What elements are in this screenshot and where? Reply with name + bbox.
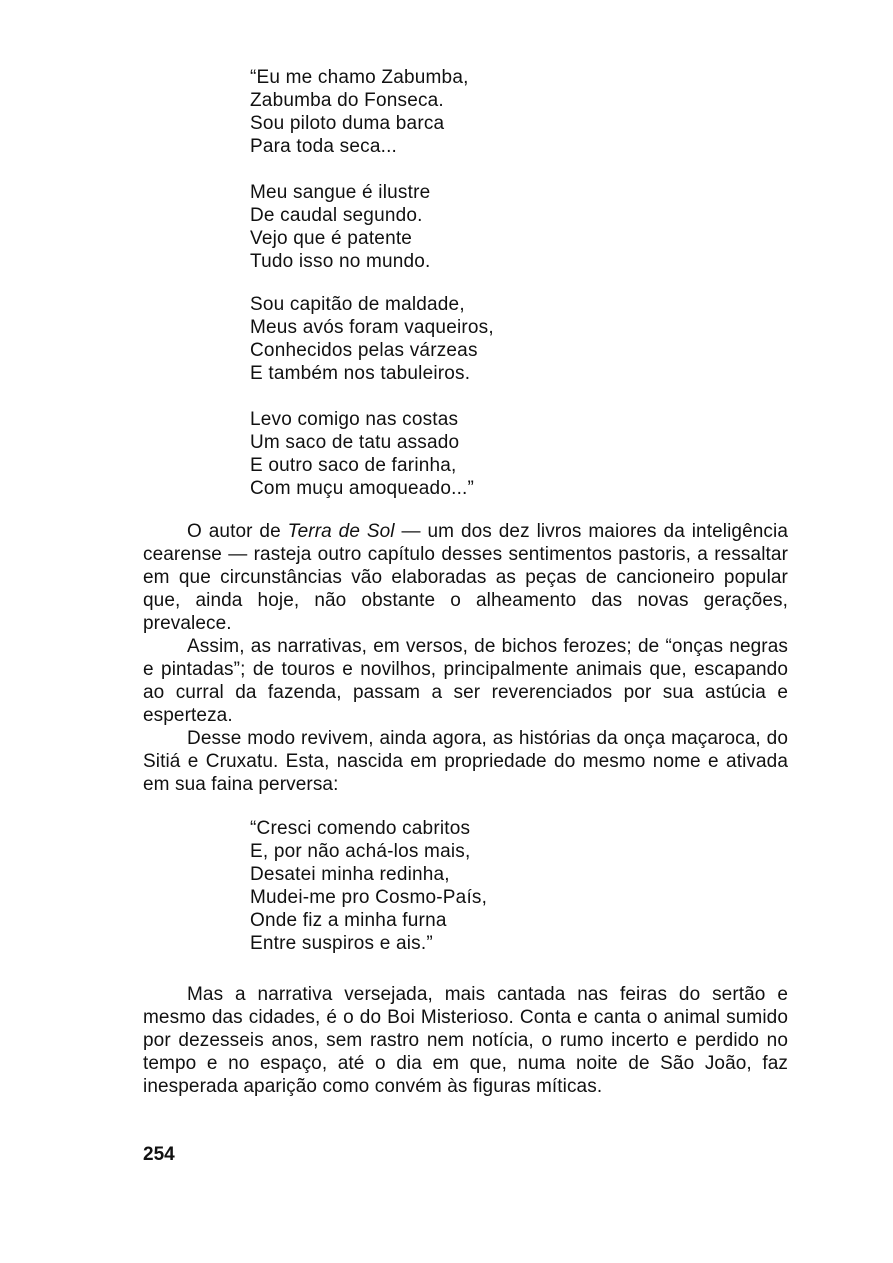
verse-line: Meus avós foram vaqueiros,: [250, 317, 494, 338]
poem-stanza-1: [250, 66, 670, 158]
verse-line: Onde fiz a minha furna: [250, 910, 447, 931]
paragraph-text: — um dos dez livros maiores da inteligência cearense — rasteja outro capítulo desses sentimentos pastoris, a ressaltar em que circunstâncias vão elaboradas as peças de cancioneiro popular que, ainda hoje, não obstante o alheamento das novas gerações, prevalece.: [143, 521, 788, 634]
verse-line: Entre suspiros e ais.”: [250, 933, 433, 954]
verse-line: “Eu me chamo Zabumba,: [250, 67, 469, 88]
paragraph: Assim, as narrativas, em versos, de bichos ferozes; de “onças negras e pintadas”; de touros e novilhos, principalmente animais que, escapando ao curral da fazenda, passam a ser reverenciados por sua astúcia e esperteza.: [143, 636, 788, 726]
verse-line: Um saco de tatu assado: [250, 432, 460, 453]
paragraph: Mas a narrativa versejada, mais cantada nas feiras do sertão e mesmo das cidades, é o do Boi Misterioso. Conta e canta o animal sumido por dezesseis anos, sem rastro nem notícia, o rumo incerto e perdido no tempo e no espaço, até o dia em que, numa noite de São João, faz inesperada aparição como convém às figuras míticas.: [143, 984, 788, 1097]
verse-line: Com muçu amoqueado...”: [250, 478, 475, 499]
verse-line: E, por não achá-los mais,: [250, 841, 471, 862]
paragraph: [143, 520, 788, 635]
verse-line: E também nos tabuleiros.: [250, 363, 471, 384]
verse-line: Vejo que é patente: [250, 228, 413, 249]
verse-line: Desatei minha redinha,: [250, 864, 450, 885]
verse-line: Zabumba do Fonseca.: [250, 90, 444, 111]
verse-line: Sou capitão de maldade,: [250, 294, 465, 315]
verse-line: Tudo isso no mundo.: [250, 251, 431, 272]
verse-line: E outro saco de farinha,: [250, 455, 457, 476]
verse-line: De caudal segundo.: [250, 205, 423, 226]
verse-line: “Cresci comendo cabritos: [250, 818, 471, 839]
poem-stanza-4: [250, 408, 670, 500]
book-title: Terra de Sol: [287, 521, 395, 542]
verse-line: Meu sangue é ilustre: [250, 182, 431, 203]
poem-stanza-2: [250, 181, 670, 273]
paragraph: Desse modo revivem, ainda agora, as histórias da onça maçaroca, do Sitiá e Cruxatu. Esta, nascida em propriedade do mesmo nome e ativada em sua faina perversa:: [143, 728, 788, 795]
page-number: 254: [143, 1144, 175, 1165]
prose-block-2: [143, 983, 788, 1098]
paragraph-text: O autor de: [187, 521, 288, 542]
verse-line: Sou piloto duma barca: [250, 113, 445, 134]
verse-line: Mudei-me pro Cosmo-País,: [250, 887, 488, 908]
verse-line: Levo comigo nas costas: [250, 409, 459, 430]
poem-stanza-3: [250, 293, 670, 385]
verse-line: Conhecidos pelas várzeas: [250, 340, 478, 361]
prose-block-1: [143, 520, 788, 796]
poem2-stanza: [250, 817, 670, 955]
verse-line: Para toda seca...: [250, 136, 398, 157]
